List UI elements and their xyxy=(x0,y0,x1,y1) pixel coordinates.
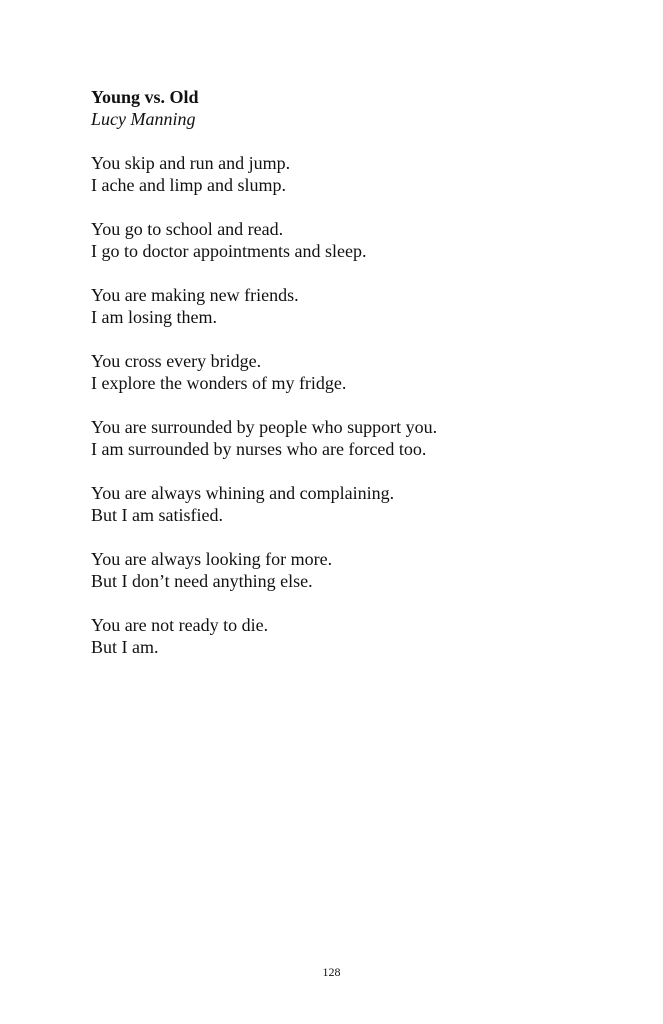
poem-line: I ache and limp and slump. xyxy=(91,175,286,195)
stanza-2 xyxy=(91,218,611,262)
stanza-7 xyxy=(91,548,611,592)
stanza-6 xyxy=(91,482,611,526)
poem-line: I am surrounded by nurses who are forced too. xyxy=(91,439,427,459)
poem-line: You are making new friends. xyxy=(91,285,299,305)
poem-line: You go to school and read. xyxy=(91,219,284,239)
poem-line: But I am satisfied. xyxy=(91,505,223,525)
stanza-5 xyxy=(91,416,611,460)
poem-line: I go to doctor appointments and sleep. xyxy=(91,241,367,261)
poem-line: But I don’t need anything else. xyxy=(91,571,313,591)
poem-line: You are surrounded by people who support you. xyxy=(91,417,438,437)
poem-line: You are always looking for more. xyxy=(91,549,333,569)
stanza-3 xyxy=(91,284,611,328)
stanza-4 xyxy=(91,350,611,394)
poem-line: You skip and run and jump. xyxy=(91,153,291,173)
poem-line: But I am. xyxy=(91,637,159,657)
stanza-1 xyxy=(91,152,611,196)
page-number: 128 xyxy=(322,965,341,979)
poem xyxy=(91,86,611,680)
poem-line: I am losing them. xyxy=(91,307,217,327)
poem-line: You are not ready to die. xyxy=(91,615,269,635)
poem-title: Young vs. Old xyxy=(91,87,199,107)
poem-line: I explore the wonders of my fridge. xyxy=(91,373,347,393)
stanza-8 xyxy=(91,614,611,658)
poem-line: You are always whining and complaining. xyxy=(91,483,395,503)
poem-line: You cross every bridge. xyxy=(91,351,262,371)
poem-author: Lucy Manning xyxy=(91,109,196,129)
